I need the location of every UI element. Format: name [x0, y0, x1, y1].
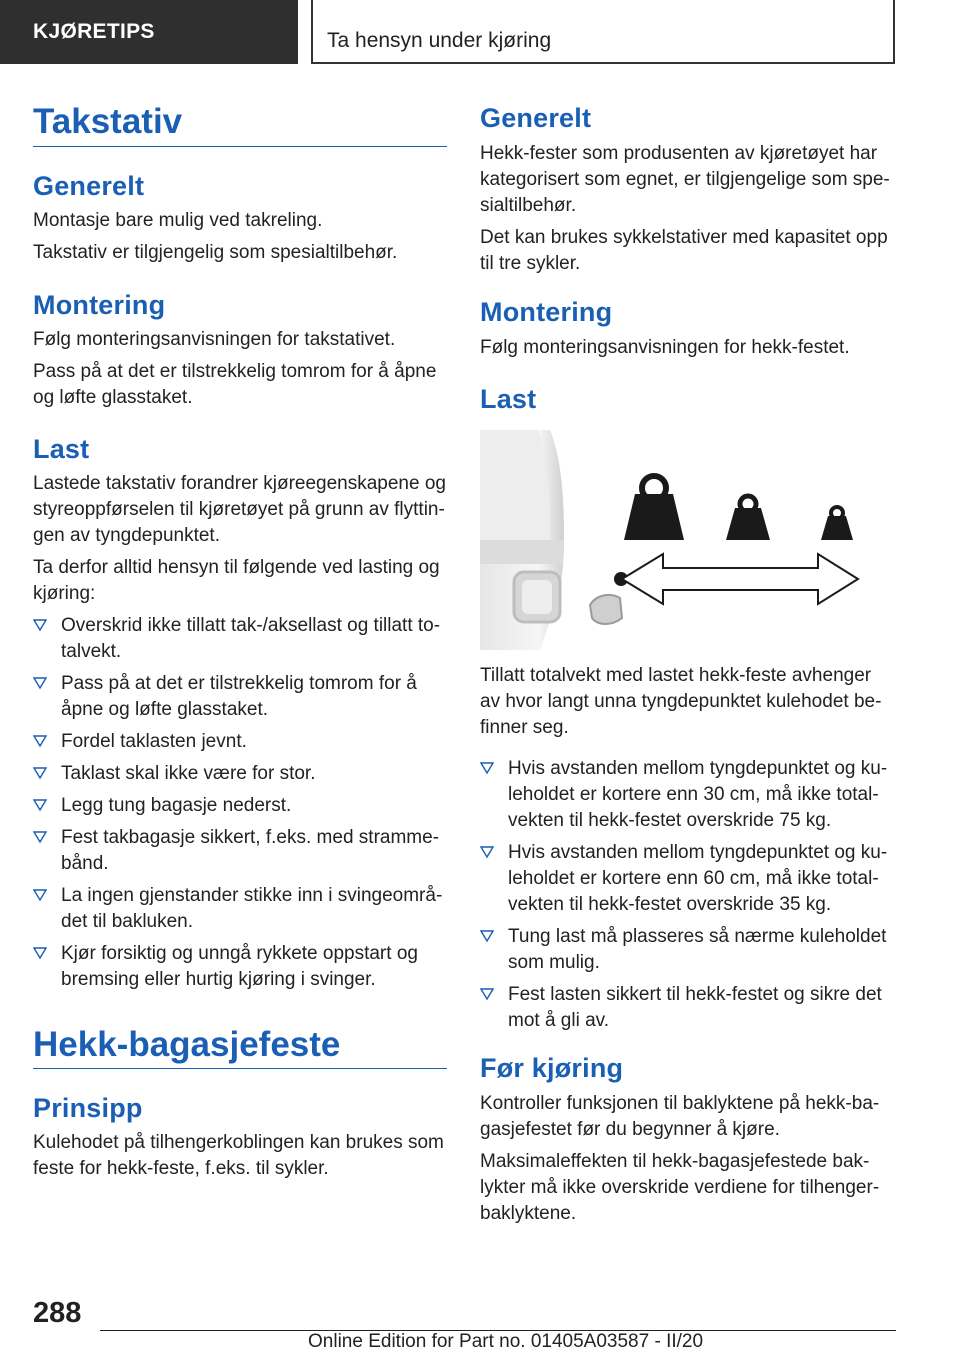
list-item-line: bremsing eller hurtig kjøring i svinger.	[61, 969, 376, 990]
subheading-generelt: Generelt	[480, 103, 592, 133]
section-label: KJØRETIPS	[0, 0, 298, 64]
paragraph-line: kategorisert som egnet, er tilgjengelige som spe-	[480, 169, 890, 190]
list-item-line: Legg tung bagasje nederst.	[61, 795, 292, 816]
list-item-line: Taklast skal ikke være for stor.	[61, 763, 316, 784]
page-header	[0, 0, 960, 66]
list-item-text	[61, 825, 447, 877]
list-item-line: Tung last må plasseres så nærme kuleholdet	[508, 926, 887, 947]
edition-text: Online Edition for Part no. 01405A03587 - II/20	[308, 1331, 704, 1352]
paragraph-line: lykter må ikke overskride verdiene for tilhenger-	[480, 1177, 880, 1198]
weight-small-icon	[821, 507, 853, 540]
bullet-triangle-icon	[33, 734, 47, 748]
subheading-generelt: Generelt	[33, 171, 145, 201]
paragraph-line: styreoppførselen til kjøretøyet på grunn av flyttin-	[33, 499, 445, 520]
paragraph-line: gen av tyngdepunktet.	[33, 525, 220, 546]
list-item-line: leholdet er kortere enn 60 cm, må ikke total-	[508, 868, 879, 889]
bullet-triangle-icon	[480, 761, 494, 775]
bullet-triangle-icon	[33, 766, 47, 780]
heading-takstativ: Takstativ	[33, 102, 183, 141]
paragraph-line: Lastede takstativ forandrer kjøreegenskapene og	[33, 473, 446, 494]
list-item-line: mot å gli av.	[508, 1010, 610, 1031]
caption-line: Tillatt totalvekt med lastet hekk-feste avhenger	[480, 665, 872, 686]
distance-arrow-icon	[622, 554, 858, 604]
list-item	[33, 729, 447, 755]
list-item-text	[508, 756, 896, 834]
list-item	[480, 840, 896, 918]
list-item	[480, 756, 896, 834]
subheading-prinsipp: Prinsipp	[33, 1093, 143, 1123]
load-distance-illustration	[480, 430, 862, 650]
list-item-line: leholdet er kortere enn 30 cm, må ikke total-	[508, 784, 879, 805]
list-item	[33, 883, 447, 935]
paragraph-line: sialtilbehør.	[480, 195, 577, 216]
paragraph-line: Kontroller funksjonen til baklyktene på hekk-ba-	[480, 1093, 880, 1114]
heading-hekk-bagasjefeste: Hekk-bagasjefeste	[33, 1025, 341, 1064]
bullet-triangle-icon	[33, 830, 47, 844]
list-item-line: Fest takbagasje sikkert, f.eks. med stramme-	[61, 827, 440, 848]
list-item	[480, 982, 896, 1034]
list-item-text	[61, 883, 447, 935]
bullet-triangle-icon	[33, 798, 47, 812]
list-item	[33, 613, 447, 665]
list-item-text	[508, 840, 896, 918]
paragraph: Montasje bare mulig ved takreling.	[33, 210, 323, 231]
list-item-line: talvekt.	[61, 641, 122, 662]
bullet-triangle-icon	[33, 888, 47, 902]
paragraph: Takstativ er tilgjengelig som spesialtilbehør.	[33, 242, 398, 263]
subheading-last: Last	[480, 384, 537, 414]
weight-large-icon	[624, 476, 684, 540]
list-item	[33, 825, 447, 877]
paragraph-line: gasjefestet før du begynner å kjøre.	[480, 1119, 780, 1140]
list-item-text	[61, 941, 447, 993]
list-item	[33, 671, 447, 723]
paragraph-line: Maksimaleffekten til hekk-bagasjefestede bak-	[480, 1151, 870, 1172]
list-item-text	[508, 924, 896, 976]
bullet-triangle-icon	[33, 676, 47, 690]
paragraph-line: Pass på at det er tilstrekkelig tomrom for å åpne	[33, 361, 437, 382]
tow-bar-icon	[590, 595, 622, 624]
list-item-line: vekten til hekk-festet overskride 35 kg.	[508, 894, 832, 915]
topic-label: Ta hensyn under kjøring	[327, 29, 552, 52]
list-item-line: Hvis avstanden mellom tyngdepunktet og ku-	[508, 842, 888, 863]
list-item-line: La ingen gjenstander stikke inn i svingeområ-	[61, 885, 443, 906]
list-item-line: som mulig.	[508, 952, 600, 973]
topic-tab	[311, 0, 895, 64]
paragraph-line: kjøring:	[33, 583, 96, 604]
paragraph-line: til tre sykler.	[480, 253, 581, 274]
paragraph-line: og løfte glasstaket.	[33, 387, 193, 408]
subheading-montering: Montering	[33, 290, 166, 320]
list-item-line: det til bakluken.	[61, 911, 194, 932]
list-item-line: Fest lasten sikkert til hekk-festet og sikre det	[508, 984, 882, 1005]
subheading-montering: Montering	[480, 297, 613, 327]
subheading-last: Last	[33, 434, 90, 464]
list-item-text	[61, 761, 447, 787]
list-item-line: Hvis avstanden mellom tyngdepunktet og ku-	[508, 758, 888, 779]
subheading-for-kjoring: Før kjøring	[480, 1053, 624, 1083]
bullet-triangle-icon	[33, 618, 47, 632]
list-item-text	[61, 671, 447, 723]
list-item-line: Overskrid ikke tillatt tak-/aksellast og tillatt to-	[61, 615, 441, 636]
list-item-line: Kjør forsiktig og unngå rykkete oppstart og	[61, 943, 418, 964]
list-item-line: vekten til hekk-festet overskride 75 kg.	[508, 810, 832, 831]
heading-rule	[33, 1068, 447, 1069]
list-item-line: Fordel taklasten jevnt.	[61, 731, 247, 752]
page-number: 288	[33, 1297, 82, 1329]
paragraph-line: Hekk-fester som produsenten av kjøretøyet har	[480, 143, 878, 164]
bullet-triangle-icon	[480, 845, 494, 859]
bullet-triangle-icon	[33, 946, 47, 960]
list-item	[33, 941, 447, 993]
caption-line: av hvor langt unna tyngdepunktet kulehodet be-	[480, 691, 882, 712]
list-item-text	[61, 613, 447, 665]
paragraph-line: Kulehodet på tilhengerkoblingen kan brukes som	[33, 1132, 444, 1153]
paragraph: Følg monteringsanvisningen for hekk-festet.	[480, 337, 850, 358]
list-item-text	[508, 982, 896, 1034]
paragraph-line: baklyktene.	[480, 1203, 577, 1224]
list-item-line: åpne og løfte glasstaket.	[61, 699, 269, 720]
list-item-line: Pass på at det er tilstrekkelig tomrom for å	[61, 673, 417, 694]
paragraph-line: Ta derfor alltid hensyn til følgende ved lasting og	[33, 557, 440, 578]
heading-rule	[33, 146, 447, 147]
list-item	[480, 924, 896, 976]
weight-medium-icon	[726, 496, 770, 540]
list-item-text	[61, 793, 447, 819]
paragraph-line: Det kan brukes sykkelstativer med kapasitet opp	[480, 227, 888, 248]
bullet-triangle-icon	[480, 929, 494, 943]
list-item	[33, 793, 447, 819]
list-item	[33, 761, 447, 787]
bullet-triangle-icon	[480, 987, 494, 1001]
paragraph-line: feste for hekk-feste, f.eks. til sykler.	[33, 1158, 329, 1179]
list-item-line: bånd.	[61, 853, 109, 874]
list-item-text	[61, 729, 447, 755]
caption-line: finner seg.	[480, 717, 569, 738]
paragraph: Følg monteringsanvisningen for takstativet.	[33, 329, 396, 350]
